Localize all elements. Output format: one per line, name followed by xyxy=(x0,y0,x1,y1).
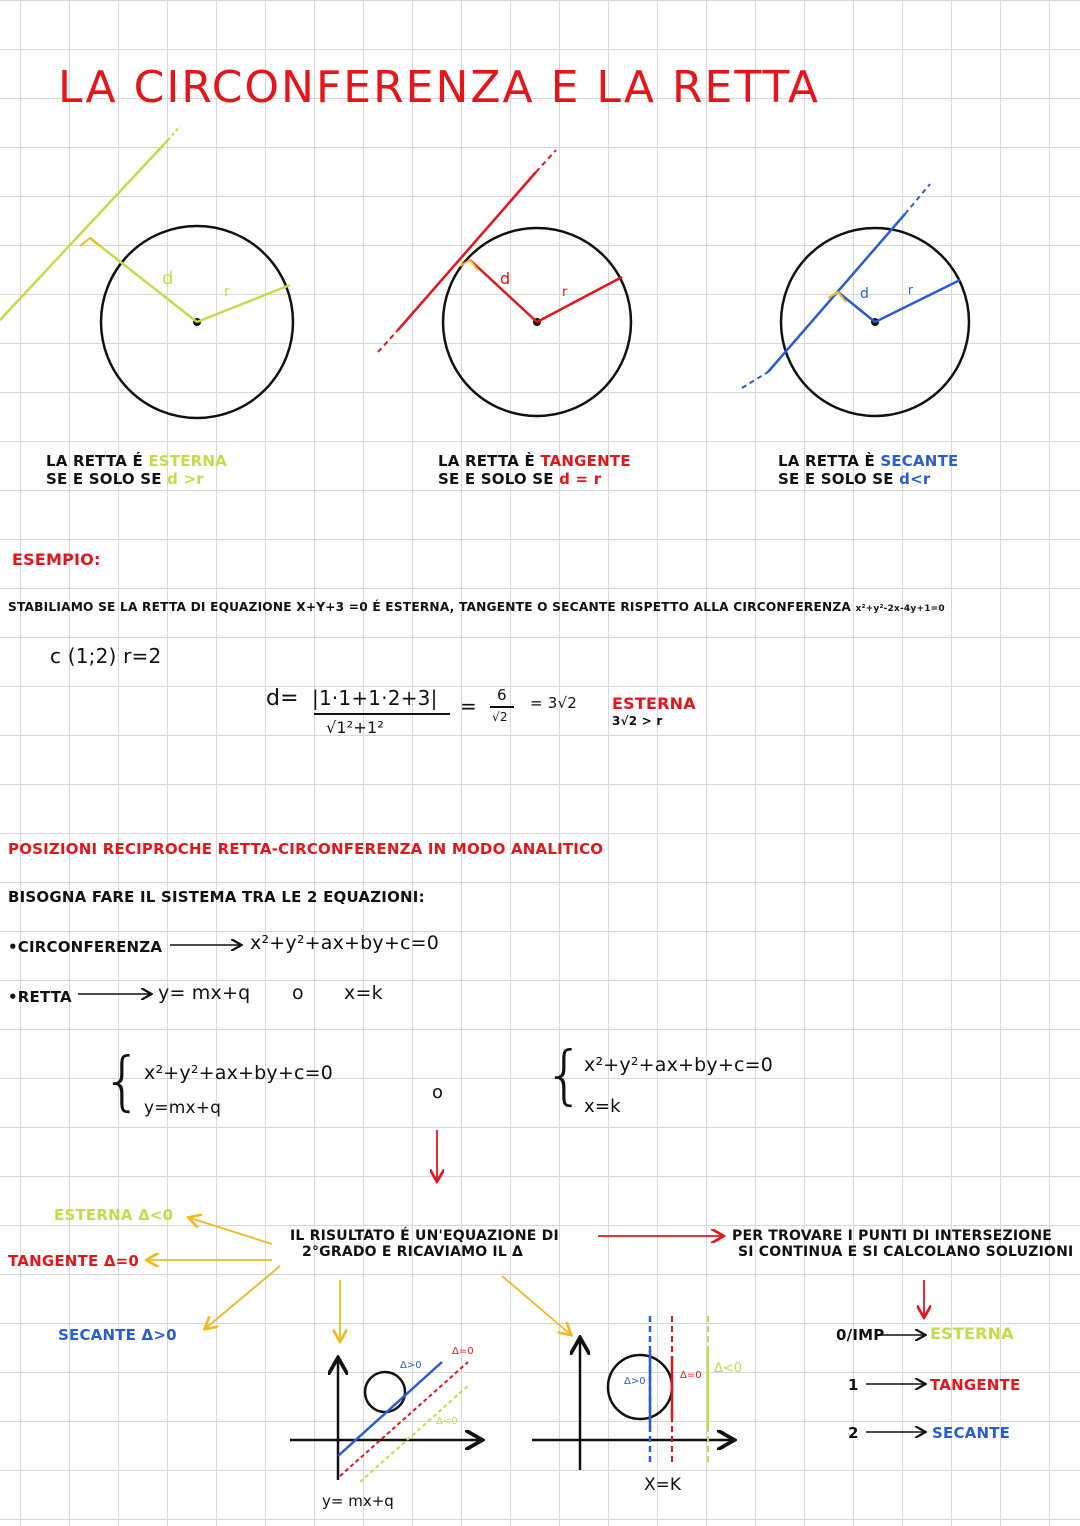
system-1-line-1: x²+y²+ax+by+c=0 xyxy=(144,1062,334,1084)
line-label: •RETTA xyxy=(8,988,72,1006)
distance-numerator: |1·1+1·2+3| xyxy=(312,686,438,710)
graph2-line: X=K xyxy=(644,1475,682,1495)
r-label: r xyxy=(224,284,230,300)
distance-label: d= xyxy=(266,686,299,711)
line-eq-2: x=k xyxy=(344,982,383,1004)
result-text: IL RISULTATO É UN'EQUAZIONE DI 2°GRADO E RICAVIAMO IL Δ xyxy=(290,1228,559,1260)
distance-denominator: √1²+1² xyxy=(326,718,384,737)
count-2: 2 xyxy=(848,1424,859,1442)
d-label: d xyxy=(162,268,174,289)
distance-result: = 3√2 xyxy=(530,694,577,712)
graph1-gt: Δ>0 xyxy=(400,1360,422,1371)
graph-line-cases xyxy=(290,1346,480,1510)
svg-text:d: d xyxy=(860,286,869,302)
svg-text:d: d xyxy=(500,269,511,288)
graph2-gt: Δ>0 xyxy=(624,1376,646,1387)
line-eq: y= mx+q xyxy=(158,982,251,1004)
page-title: LA CIRCONFERENZA E LA RETTA xyxy=(58,62,821,113)
result-0: ESTERNA xyxy=(930,1324,1014,1343)
svg-text:r: r xyxy=(562,285,568,300)
system-brace-1: { xyxy=(102,1045,143,1119)
result-1: TANGENTE xyxy=(930,1376,1021,1394)
frac-num: 6 xyxy=(497,686,507,704)
example-heading: ESEMPIO: xyxy=(12,550,101,569)
verdict-reason: 3√2 > r xyxy=(612,714,663,728)
intersect-text: PER TROVARE I PUNTI DI INTERSEZIONE SI CONTINUA E SI CALCOLANO SOLUZIONI xyxy=(732,1228,1074,1260)
graph2-lt: Δ<0 xyxy=(714,1361,743,1376)
analytic-heading: POSIZIONI RECIPROCHE RETTA-CIRCONFERENZA IN MODO ANALITICO xyxy=(8,840,604,858)
graph-vertical-cases xyxy=(532,1316,742,1495)
analytic-intro: BISOGNA FARE IL SISTEMA TRA LE 2 EQUAZIONI: xyxy=(8,888,425,906)
graph2-eq: Δ=0 xyxy=(680,1370,702,1381)
system-2-line-1: x²+y²+ax+by+c=0 xyxy=(584,1054,774,1076)
circ-eq: x²+y²+ax+by+c=0 xyxy=(250,932,440,954)
system-1-line-2: y=mx+q xyxy=(144,1098,222,1118)
system-brace-2: { xyxy=(544,1039,585,1113)
or-1: o xyxy=(292,982,304,1004)
label-esterna: ESTERNA Δ<0 xyxy=(54,1206,174,1224)
label-secante: SECANTE Δ>0 xyxy=(58,1326,177,1344)
label-tangente: TANGENTE Δ=0 xyxy=(8,1252,140,1270)
graph1-lt: Δ<0 xyxy=(436,1416,458,1427)
count-0: 0/IMP xyxy=(836,1326,885,1344)
system-2-line-2: x=k xyxy=(584,1096,621,1117)
case-external: LA RETTA É ESTERNA SE E SOLO SE d >r xyxy=(46,452,227,488)
case-secant: LA RETTA È SECANTE SE E SOLO SE d<r xyxy=(778,452,959,488)
example-statement: STABILIAMO SE LA RETTA DI EQUAZIONE X+Y+3 =0 É ESTERNA, TANGENTE O SECANTE RISPETTO ALLA CIRCONFERENZA x²+y²-2x-4y+1=0 xyxy=(8,600,945,614)
graph1-line: y= mx+q xyxy=(322,1492,394,1510)
result-2: SECANTE xyxy=(932,1424,1011,1442)
circ-label: •CIRCONFERENZA xyxy=(8,938,163,956)
graph1-eq: Δ=0 xyxy=(452,1346,474,1357)
case-tangent: LA RETTA È TANGENTE SE E SOLO SE d = r xyxy=(438,452,631,488)
svg-text:r: r xyxy=(908,283,913,297)
or-2: o xyxy=(432,1082,444,1103)
count-1: 1 xyxy=(848,1376,859,1394)
equals-sign: = xyxy=(460,694,477,718)
verdict: ESTERNA xyxy=(612,694,696,713)
example-center: c (1;2) r=2 xyxy=(50,644,162,668)
frac-den: √2 xyxy=(492,710,508,724)
